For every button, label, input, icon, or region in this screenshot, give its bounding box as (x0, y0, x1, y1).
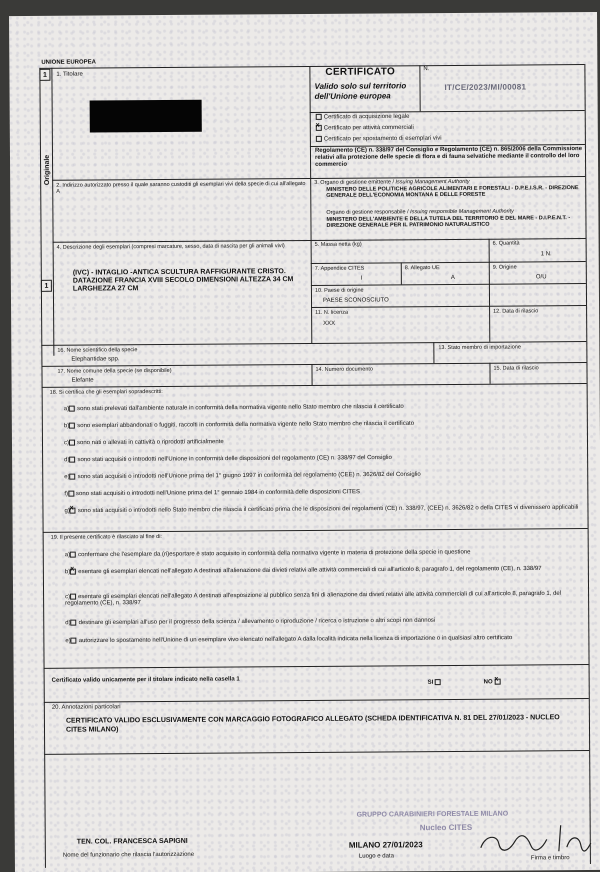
box-1-row-number: 1 (41, 280, 52, 292)
box-1-label: 1. Titolare (56, 71, 83, 78)
box-9-label: 9. Origine (492, 264, 517, 271)
annex-value: A (450, 274, 455, 281)
validity-note: Valido solo sul territorio dell'Unione europea (314, 81, 407, 101)
yes-option[interactable]: SI (428, 679, 443, 687)
checkbox[interactable] (69, 406, 75, 412)
signature-icon (475, 817, 595, 860)
certificate-paper (9, 12, 600, 872)
box-7-label: 7. Appendice CITES (314, 265, 365, 272)
issuing-authority: MINISTERO DELLE POLITICHE AGRICOLE ALIMENTARI E FORESTALI - D.P.E.I.S.R. - DIREZIONE GENERALE DELL'ECONOMIA MONTANA E DELLE FORESTE (326, 185, 579, 200)
box-6-label: 6. Quantità (492, 240, 520, 247)
box-4-label: 4. Descrizione degli esemplari (compresi marcature, sesso, data di nascita per gli animali vivi) (56, 243, 285, 251)
redacted-holder (90, 100, 202, 133)
checkbox[interactable] (69, 457, 75, 463)
valid-only-holder-note: Certificato valido unicamente per il titolare indicato nella casella 1 (51, 676, 240, 684)
box-13-label: 13. Stato membro di importazione (438, 344, 521, 352)
box-10-label: 10. Paese di origine (314, 287, 364, 294)
original-side-label: Originale (43, 154, 51, 186)
cert18-item-a[interactable]: a) sono stati prelevati dall'ambiente naturale in conformità della normativa vigente nello Stato membro che rilascia il certificato (63, 403, 404, 413)
cert18-item-g[interactable]: g)x sono stati acquisiti o introdotti nello Stato membro che rilascia il certificato prima che le disposizioni dei regolamenti (CE) n. 338/97, (CEE) n. 3626/82 o della CITES vi divenissero applicabili (64, 504, 584, 515)
quantity-value: 1 N. (540, 251, 552, 258)
checkbox[interactable] (69, 423, 75, 429)
box-20-label: 20. Annotazioni particolari (51, 704, 121, 711)
box-11-label: 11. N. licenza (315, 309, 349, 316)
common-name-value: Elefante (71, 377, 94, 384)
checkbox[interactable] (70, 594, 76, 600)
responsible-authority: MINISTERO DELL'AMBIENTE E DELLA TUTELA DEL TERRITORIO E DEL MARE - D.I.P.E.N.T. - DIREZIONE GENERALE PER IL PATRIMONIO NATURALISTICO (326, 215, 571, 230)
box-17-label: 17. Nome comune della specie (se disponibile) (57, 367, 172, 375)
certificate-form (39, 52, 600, 872)
cert19-item-e[interactable]: e) autorizzare lo spostamento nell'Unione di un esemplare vivo elencato nell'allegato A dalla località indicata nella licenza di importazione o in qualsiasi altro certificato (65, 635, 513, 645)
license-value: XXX (323, 320, 336, 327)
union-label: UNIONE EUROPEA (41, 59, 97, 66)
stamp-line-1: GRUPPO CARABINIERI FORESTALE MILANO (356, 810, 509, 819)
scientific-name-value: Elephantidae spp. (71, 356, 120, 363)
place-date-label: Luogo e data (358, 853, 394, 860)
checkbox[interactable] (71, 620, 77, 626)
checkbox-checked[interactable] (70, 569, 76, 575)
specimen-description: (IVC) - INTAGLIO -ANTICA SCULTURA RAFFIGURANTE CRISTO. DATAZIONE FRANCIA XVIII SECOLO DIMENSIONI ALTEZZA 34 CM LARGHEZZA 27 CM (72, 268, 294, 293)
box-18-label: 18. Si certifica che gli esemplari sopradescritti: (49, 388, 163, 396)
checkbox[interactable] (70, 552, 76, 558)
box-12-label: 12. Data di rilascio (493, 308, 539, 315)
cert19-item-d[interactable]: d) destinare gli esemplari all'uso per il progresso della scienza / allevamento o riproduzione / ricerca o istruzione o altri scopi non dannosi (65, 617, 436, 627)
checkbox[interactable] (70, 474, 76, 480)
responsible-authority-label: Organo di gestione responsabile / Issuing responsible Management Authority (326, 208, 514, 216)
checkbox[interactable] (435, 679, 441, 685)
checkbox[interactable] (316, 136, 322, 142)
box-14-label: 14. Numero documento (315, 366, 373, 373)
cert18-item-d[interactable]: d) sono stati acquisiti o introdotti nell'Unione in conformità delle disposizioni del regolamento (CE) n. 338/97 del Consiglio (64, 454, 392, 464)
checkbox-checked[interactable] (316, 125, 322, 131)
no-option[interactable]: NO x (484, 679, 503, 687)
box-15-label: 15. Data di rilascio (493, 365, 539, 372)
box-19-label: 19. Il presente certificato è rilasciato al fine di: (50, 534, 162, 541)
box-5-label: 5. Massa netta (kg) (314, 241, 362, 248)
checkbox[interactable] (316, 114, 322, 120)
origin-value: O/U (535, 274, 547, 281)
official-name: TEN. COL. FRANCESCA SAPIGNI (76, 837, 188, 846)
cert19-item-a[interactable]: a) confermare che l'esemplare da (ri)esportare è stato acquisito in conformità della normativa vigente in materia di protezione della specie in questione (64, 549, 471, 559)
box-8-label: 8. Allegato UE (404, 265, 440, 272)
checkbox-checked[interactable] (70, 508, 76, 514)
box-3-label: 3. Organo di gestione emittente / Issuing Management Authority (314, 178, 470, 186)
purpose-option-acquisition[interactable]: Certificato di acquisizione legale (316, 113, 410, 121)
regulation-text: Regolamento (CE) n. 338/97 del Consiglio e Regolamento (CE) n. 865/2006 della Commissione relativi alla protezione delle specie di flora e di fauna selvatiche mediante il controllo del loro commercio (314, 146, 583, 169)
box-1-number: 1 (39, 69, 50, 81)
certificate-title: CERTIFICATO (325, 66, 396, 78)
certificate-number: IT/CE/2023/MI/00081 (444, 82, 527, 93)
cert18-item-c[interactable]: c) sono nati o allevati in cattività o riprodotti artificialmente (63, 439, 224, 447)
origin-country-value: PAESE SCONOSCIUTO (322, 297, 389, 304)
checkbox[interactable] (69, 440, 75, 446)
checkbox[interactable] (71, 638, 77, 644)
checkbox-checked[interactable] (494, 679, 500, 685)
box-16-label: 16. Nome scientifico della specie (57, 347, 138, 354)
stamp-line-2: Nucleo CITES (419, 822, 473, 833)
checkbox[interactable] (68, 491, 74, 497)
place-date: MILANO 27/01/2023 (348, 840, 423, 850)
cert18-item-f[interactable]: f) sono stati acquisiti o introdotti nell'Unione prima del 1° gennaio 1984 in conformità delle disposizioni CITES (64, 489, 361, 498)
purpose-option-live-movement[interactable]: Certificato per spostamento di esemplari vivi (316, 135, 442, 143)
number-label: N. (423, 66, 430, 73)
appendix-value: I (360, 275, 363, 282)
box-2-label: 2. Indirizzo autorizzato presso il quale saranno custoditi gli esemplari vivi della specie di cui all'allegato A (56, 180, 306, 196)
signature-label: Firma e timbro (530, 855, 570, 862)
cert18-item-b[interactable]: b) sono esemplari abbandonati o fuggiti, raccolti in conformità della normativa vigente nello Stato membro che rilascia il certificato (63, 420, 415, 430)
cert18-item-e[interactable]: e) sono stati acquisiti o introdotti nell'Unione prima del 1° giugno 1997 in conformità del regolamento (CEE) n. 3626/82 del Consiglio (64, 471, 421, 481)
special-annotations: CERTIFICATO VALIDO ESCLUSIVAMENTE CON MARCAGGIO FOTOGRAFICO ALLEGATO (SCHEDA IDENTIFICATIVA N. 81 DEL 27/01/2023 - NUCLEO CITES MILANO) (65, 714, 560, 734)
cert19-item-c[interactable]: c) esentare gli esemplari elencati nell'allegato A destinati all'esposizione al pubblico senza fini di alienazione dai divieti relativi alle attività commerciali di cui all'articolo 8, paragrafo 1, del regolamento (CE), n. 338/97 (65, 590, 562, 608)
purpose-option-commercial[interactable]: xCertificato per attività commerciali (316, 124, 414, 132)
official-name-label: Nome del funzionario che rilascia l'autorizzazione (62, 851, 195, 859)
cert19-item-b[interactable]: b)x esentare gli esemplari elencati nell'allegato A destinati all'alienazione dai divieti relativi alle attività commerciali di cui all'articolo 8, paragrafo 1, del regolamento (CE), n. 338/97 (65, 565, 585, 576)
